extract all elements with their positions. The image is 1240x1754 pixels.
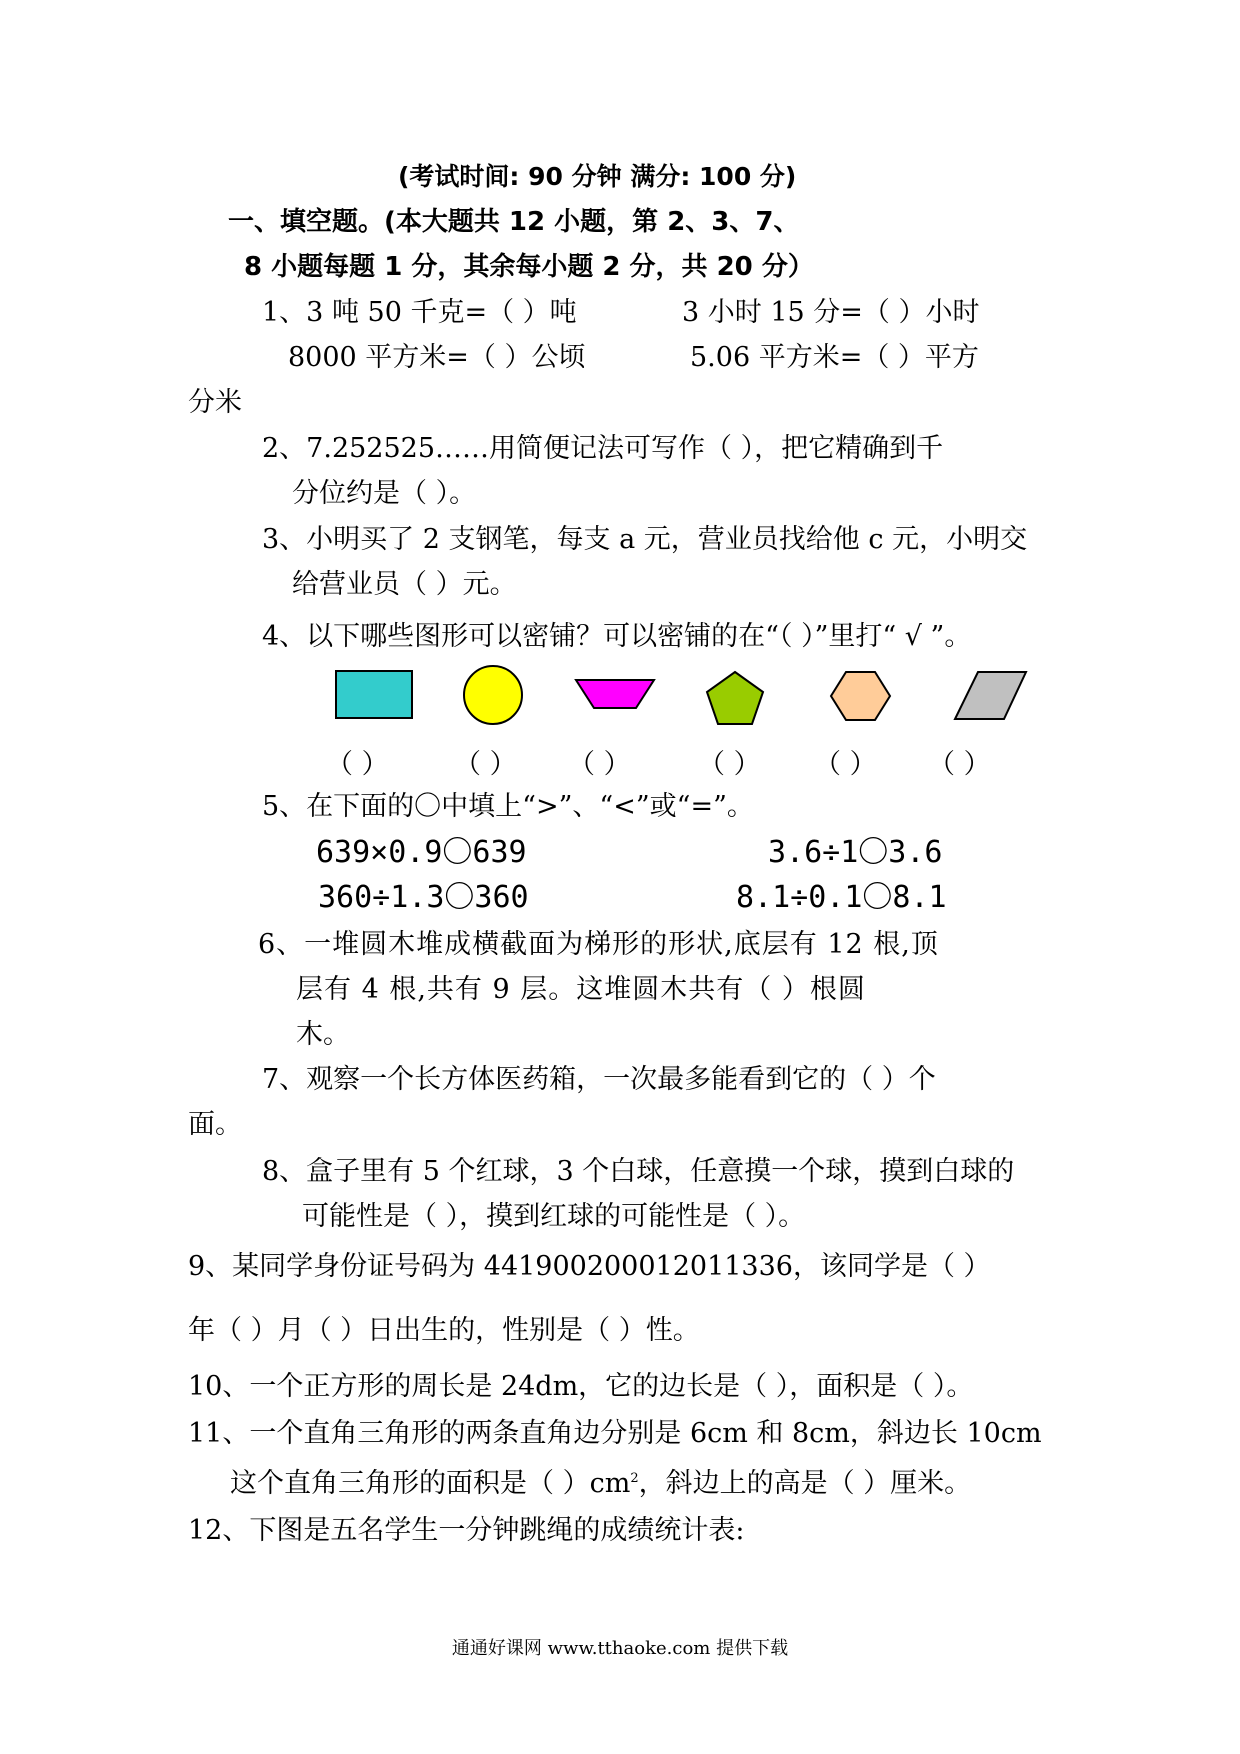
- q4-blank-2: （ ）: [454, 749, 517, 780]
- q6-line3: 木。: [296, 1019, 350, 1050]
- q10-line1: 10、一个正方形的周长是 24dm，它的边长是（ ），面积是（ ）。: [188, 1371, 974, 1402]
- section-title-line2: 8 小题每题 1 分，其余每小题 2 分，共 20 分）: [244, 252, 814, 282]
- q3-line2: 给营业员（ ）元。: [292, 569, 517, 600]
- q5-b: 3.6÷1〇3.6: [768, 835, 943, 870]
- q1-part-a: 1、3 吨 50 千克=（ ）吨: [262, 297, 577, 328]
- hexagon-shape: [831, 672, 890, 720]
- q11-line2: [230, 1462, 971, 1501]
- section-title-line1: 一、填空题。(本大题共 12 小题，第 2、3、7、: [228, 207, 800, 237]
- q9-line1: 9、某同学身份证号码为 441900200012011336，该同学是（ ）: [188, 1251, 991, 1282]
- footer-credit: 通通好课网 www.tthaoke.com 提供下载: [451, 1638, 789, 1659]
- q4-blank-1: （ ）: [326, 749, 389, 780]
- q5-d: 8.1÷0.1〇8.1: [736, 880, 947, 915]
- q2-line1: 2、7.252525……用简便记法可写作（ ），把它精确到千: [262, 433, 944, 464]
- q6-line2: 层有 4 根,共有 9 层。这堆圆木共有（ ）根圆: [296, 974, 866, 1005]
- q5-c: 360÷1.3〇360: [318, 880, 529, 915]
- trapezoid-shape: [576, 680, 654, 708]
- q12-line1: 12、下图是五名学生一分钟跳绳的成绩统计表:: [188, 1515, 745, 1546]
- q7-line1: 7、观察一个长方体医药箱，一次最多能看到它的（ ）个: [262, 1064, 936, 1095]
- rectangle-shape: [336, 671, 412, 718]
- q4-shapes: [0, 0, 1240, 760]
- q8-line1: 8、盒子里有 5 个红球，3 个白球，任意摸一个球，摸到白球的: [262, 1156, 1015, 1187]
- q1-part-b: 3 小时 15 分=（ ）小时: [682, 297, 980, 328]
- q1-part-d: 5.06 平方米=（ ）平方: [690, 342, 979, 373]
- q5-line1: 5、在下面的〇中填上“>”、“<”或“=”。: [262, 791, 754, 822]
- q11-line2b: ，斜边上的高是（ ）厘米。: [638, 1468, 972, 1499]
- q3-line1: 3、小明买了 2 支钢笔，每支 a 元，营业员找给他 c 元，小明交: [262, 524, 1028, 555]
- q1-part-c: 8000 平方米=（ ）公顷: [288, 342, 586, 373]
- q2-line2: 分位约是（ ）。: [292, 478, 477, 509]
- q9-line2: 年（ ）月（ ）日出生的，性别是（ ）性。: [188, 1315, 700, 1346]
- q11-sup: 2: [630, 1471, 639, 1486]
- parallelogram-shape: [955, 672, 1026, 719]
- q11-line2a: 这个直角三角形的面积是（ ）cm: [230, 1468, 631, 1499]
- q11-line1: 11、一个直角三角形的两条直角边分别是 6cm 和 8cm，斜边长 10cm: [188, 1418, 1042, 1449]
- q4-blank-3: （ ）: [568, 749, 631, 780]
- pentagon-shape: [707, 672, 763, 724]
- circle-shape: [464, 666, 522, 724]
- exam-info: (考试时间: 90 分钟 满分: 100 分): [398, 162, 797, 191]
- q4-blank-5: （ ）: [814, 749, 877, 780]
- q7-line2: 面。: [188, 1109, 242, 1140]
- q1-part-e: 分米: [188, 387, 242, 418]
- q4-line1: 4、以下哪些图形可以密铺？可以密铺的在“（ ）”里打“ √ ”。: [262, 621, 972, 652]
- q5-a: 639×0.9〇639: [316, 835, 527, 870]
- q6-line1: 6、一堆圆木堆成横截面为梯形的形状,底层有 12 根,顶: [258, 929, 939, 960]
- q4-blank-4: （ ）: [698, 749, 761, 780]
- q4-blank-6: （ ）: [928, 749, 991, 780]
- q8-line2: 可能性是（ ），摸到红球的可能性是（ ）。: [302, 1201, 806, 1232]
